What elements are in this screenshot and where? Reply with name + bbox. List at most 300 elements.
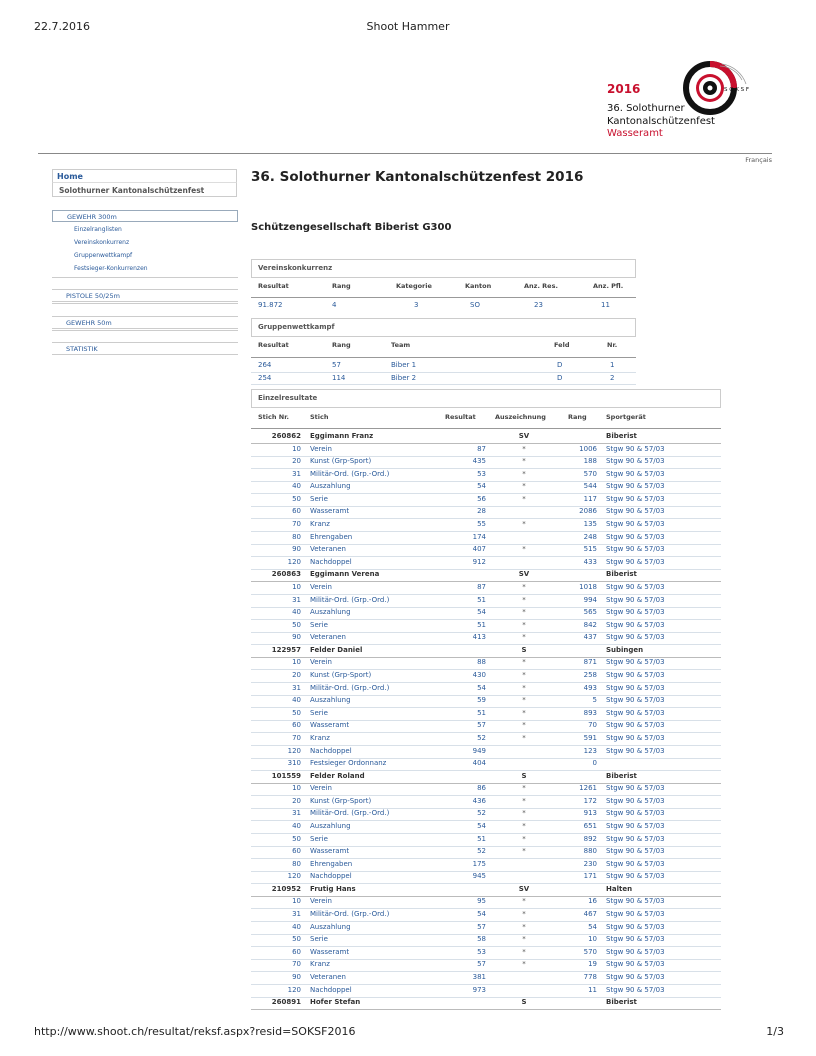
stich-resultat: 88 [477, 658, 486, 667]
logo-line3: Wasseramt [607, 128, 663, 139]
stich-resultat: 945 [472, 872, 486, 881]
stich-sportgeraet: Stgw 90 & 57/03 [606, 910, 665, 919]
stich-sportgeraet: Stgw 90 & 57/03 [606, 947, 665, 956]
stich-sportgeraet: Stgw 90 & 57/03 [606, 935, 665, 944]
shooter-row-rule [251, 1009, 721, 1010]
stich-name: Veteranen [310, 972, 346, 981]
stich-auszeichnung: * [522, 457, 526, 466]
shooter-ort: Biberist [606, 771, 637, 780]
stich-nr: 50 [292, 494, 301, 503]
stich-name: Wasseramt [310, 947, 350, 956]
stich-name: Serie [310, 834, 328, 843]
stich-resultat: 53 [477, 469, 486, 478]
stich-name: Nachdoppel [310, 872, 352, 881]
stich-name: Verein [310, 582, 332, 591]
er-header-rang: Rang [568, 413, 587, 421]
club-title: Schützengesellschaft Biberist G300 [251, 222, 452, 233]
stich-resultat: 54 [477, 482, 486, 491]
shooter-ort: Halten [606, 884, 633, 893]
stich-name: Serie [310, 935, 328, 944]
stich-rang: 893 [583, 708, 597, 717]
stich-nr: 31 [292, 595, 301, 604]
stich-sportgeraet: Stgw 90 & 57/03 [606, 960, 665, 969]
stich-auszeichnung: * [522, 910, 526, 919]
stich-nr: 10 [292, 658, 301, 667]
stich-rang: 0 [592, 759, 597, 768]
einzelresultate-title: Einzelresultate [251, 389, 721, 408]
stich-name: Veteranen [310, 633, 346, 642]
vk-header-anz-res: Anz. Res. [524, 282, 558, 290]
print-title: Shoot Hammer [366, 20, 450, 33]
stich-nr: 20 [292, 671, 301, 680]
stich-nr: 20 [292, 796, 301, 805]
stich-nr: 10 [292, 444, 301, 453]
stich-resultat: 407 [472, 545, 486, 554]
nav-divider [52, 330, 238, 331]
er-header-resultat: Resultat [445, 413, 476, 421]
gw-header-rang: Rang [332, 341, 351, 349]
nav-fest[interactable]: Solothurner Kantonalschützenfest [52, 182, 237, 197]
stich-rang: 892 [583, 834, 597, 843]
stich-sportgeraet: Stgw 90 & 57/03 [606, 721, 665, 730]
stich-auszeichnung: * [522, 847, 526, 856]
print-date: 22.7.2016 [34, 20, 90, 33]
stich-rang: 10 [588, 935, 597, 944]
stich-resultat: 912 [472, 557, 486, 566]
stich-resultat: 404 [472, 759, 486, 768]
stich-sportgeraet: Stgw 90 & 57/03 [606, 809, 665, 818]
stich-sportgeraet: Stgw 90 & 57/03 [606, 985, 665, 994]
shooter-name: Frutig Hans [310, 884, 356, 893]
stich-name: Auszahlung [310, 821, 351, 830]
print-page-number: 1/3 [766, 1025, 784, 1038]
stich-resultat: 413 [472, 633, 486, 642]
stich-nr: 50 [292, 935, 301, 944]
stich-auszeichnung: * [522, 708, 526, 717]
gw-rang: 114 [332, 373, 346, 382]
stich-resultat: 57 [477, 721, 486, 730]
stich-auszeichnung: * [522, 494, 526, 503]
stich-name: Serie [310, 494, 328, 503]
stich-resultat: 174 [472, 532, 486, 541]
stich-sportgeraet: Stgw 90 & 57/03 [606, 520, 665, 529]
shooter-ort: Subingen [606, 645, 644, 654]
stich-name: Auszahlung [310, 696, 351, 705]
stich-rang: 570 [583, 469, 597, 478]
stich-resultat: 86 [477, 784, 486, 793]
gw-team: Biber 1 [391, 361, 417, 369]
stich-nr: 40 [292, 821, 301, 830]
stich-nr: 31 [292, 683, 301, 692]
stich-sportgeraet: Stgw 90 & 57/03 [606, 658, 665, 667]
stich-resultat: 53 [477, 947, 486, 956]
vk-resultat: 91.872 [258, 301, 283, 309]
er-header-auszeichnung: Auszeichnung [495, 413, 546, 421]
stich-nr: 50 [292, 620, 301, 629]
stich-rang: 842 [583, 620, 597, 629]
nav-gewehr-50m[interactable]: GEWEHR 50m [52, 316, 238, 329]
stich-resultat: 973 [472, 985, 486, 994]
print-url: http://www.shoot.ch/resultat/reksf.aspx?resid=SOKSF2016 [34, 1025, 356, 1038]
stich-nr: 120 [287, 872, 301, 881]
page-title: 36. Solothurner Kantonalschützenfest 2016 [251, 169, 584, 185]
stich-rang: 515 [583, 545, 597, 554]
stich-nr: 80 [292, 859, 301, 868]
gruppenwettkampf-title: Gruppenwettkampf [251, 318, 636, 337]
stich-name: Veteranen [310, 545, 346, 554]
stich-resultat: 52 [477, 809, 486, 818]
stich-sportgeraet: Stgw 90 & 57/03 [606, 494, 665, 503]
gw-resultat: 254 [258, 373, 272, 382]
stich-auszeichnung: * [522, 545, 526, 554]
stich-rang: 433 [583, 557, 597, 566]
vk-header-resultat: Resultat [258, 282, 289, 290]
stich-rang: 54 [588, 922, 597, 931]
stich-nr: 31 [292, 809, 301, 818]
stich-auszeichnung: * [522, 608, 526, 617]
stich-name: Kunst (Grp-Sport) [310, 457, 372, 466]
stich-name: Kranz [310, 960, 330, 969]
stich-sportgeraet: Stgw 90 & 57/03 [606, 557, 665, 566]
stich-resultat: 87 [477, 582, 486, 591]
er-header-stich-nr: Stich Nr. [258, 413, 289, 421]
stich-sportgeraet: Stgw 90 & 57/03 [606, 507, 665, 516]
stich-nr: 40 [292, 922, 301, 931]
stich-nr: 40 [292, 608, 301, 617]
vk-header-kategorie: Kategorie [396, 282, 432, 290]
stich-resultat: 59 [477, 696, 486, 705]
stich-rang: 1018 [579, 582, 597, 591]
stich-name: Verein [310, 784, 332, 793]
logo-ring-text: S O K S F [724, 87, 750, 93]
stich-name: Militär-Ord. (Grp.-Ord.) [310, 595, 390, 604]
gw-header-feld: Feld [554, 341, 570, 349]
nav-vereinskonkurrenz[interactable]: Vereinskonkurrenz [74, 239, 130, 246]
stich-auszeichnung: * [522, 784, 526, 793]
stich-rang: 565 [583, 608, 597, 617]
gw-header-resultat: Resultat [258, 341, 289, 349]
stich-rang: 16 [588, 897, 597, 906]
vk-header-rule [251, 297, 636, 298]
shooter-klasse: S [521, 998, 527, 1007]
stich-auszeichnung: * [522, 935, 526, 944]
stich-resultat: 55 [477, 520, 486, 529]
stich-sportgeraet: Stgw 90 & 57/03 [606, 922, 665, 931]
stich-nr: 10 [292, 897, 301, 906]
nav-divider [52, 277, 238, 278]
stich-resultat: 87 [477, 444, 486, 453]
stich-sportgeraet: Stgw 90 & 57/03 [606, 469, 665, 478]
gw-row-rule [251, 384, 636, 385]
stich-rang: 171 [583, 872, 597, 881]
stich-sportgeraet: Stgw 90 & 57/03 [606, 582, 665, 591]
stich-name: Serie [310, 620, 328, 629]
stich-sportgeraet: Stgw 90 & 57/03 [606, 532, 665, 541]
stich-resultat: 436 [472, 796, 486, 805]
stich-rang: 913 [583, 809, 597, 818]
stich-resultat: 28 [477, 507, 486, 516]
shooter-ort: Biberist [606, 432, 637, 440]
stich-resultat: 949 [472, 746, 486, 755]
stich-resultat: 51 [477, 708, 486, 717]
nav-pistole[interactable]: PISTOLE 50/25m [52, 289, 238, 302]
stich-resultat: 51 [477, 834, 486, 843]
stich-nr: 120 [287, 557, 301, 566]
stich-auszeichnung: * [522, 696, 526, 705]
shooter-ort: Biberist [606, 998, 637, 1007]
stich-auszeichnung: * [522, 834, 526, 843]
stich-auszeichnung: * [522, 809, 526, 818]
shooter-nr: 260891 [271, 998, 301, 1007]
stich-auszeichnung: * [522, 520, 526, 529]
stich-nr: 120 [287, 746, 301, 755]
stich-auszeichnung: * [522, 620, 526, 629]
stich-auszeichnung: * [522, 444, 526, 453]
stich-name: Militär-Ord. (Grp.-Ord.) [310, 683, 390, 692]
stich-nr: 90 [292, 633, 301, 642]
vk-anz-pfl: 11 [601, 301, 610, 309]
stich-resultat: 51 [477, 620, 486, 629]
nav-festsieger-konkurrenzen[interactable]: Festsieger-Konkurrenzen [74, 265, 148, 272]
stich-rang: 493 [583, 683, 597, 692]
stich-name: Militär-Ord. (Grp.-Ord.) [310, 809, 390, 818]
stich-rang: 5 [592, 696, 597, 705]
shooter-klasse: SV [518, 884, 530, 893]
stich-sportgeraet: Stgw 90 & 57/03 [606, 847, 665, 856]
stich-name: Serie [310, 708, 328, 717]
stich-rang: 544 [583, 482, 597, 491]
stich-rang: 2086 [579, 507, 597, 516]
stich-name: Ehrengaben [310, 859, 353, 868]
shooter-ort: Biberist [606, 570, 637, 579]
nav-gewehr-300m[interactable]: GEWEHR 300m [52, 210, 238, 222]
stich-sportgeraet: Stgw 90 & 57/03 [606, 796, 665, 805]
gw-feld: D [557, 361, 563, 369]
stich-auszeichnung: * [522, 721, 526, 730]
stich-auszeichnung: * [522, 582, 526, 591]
er-header-stich: Stich [310, 413, 329, 421]
language-link[interactable]: Français [745, 156, 772, 164]
stich-rang: 123 [583, 746, 597, 755]
gw-nr: 1 [610, 361, 615, 369]
stich-auszeichnung: * [522, 595, 526, 604]
vk-header-kanton: Kanton [465, 282, 492, 290]
stich-nr: 80 [292, 532, 301, 541]
stich-name: Auszahlung [310, 608, 351, 617]
shooter-name: Eggimann Franz [310, 432, 374, 440]
er-header-sportgeraet: Sportgerät [606, 413, 646, 421]
gw-header-team: Team [391, 341, 411, 349]
stich-nr: 31 [292, 469, 301, 478]
stich-resultat: 58 [477, 935, 486, 944]
stich-nr: 90 [292, 972, 301, 981]
stich-nr: 120 [287, 985, 301, 994]
stich-name: Auszahlung [310, 482, 351, 491]
stich-sportgeraet: Stgw 90 & 57/03 [606, 746, 665, 755]
stich-nr: 310 [287, 759, 301, 768]
stich-name: Wasseramt [310, 847, 350, 856]
stich-sportgeraet: Stgw 90 & 57/03 [606, 608, 665, 617]
stich-name: Wasseramt [310, 721, 350, 730]
stich-nr: 31 [292, 910, 301, 919]
stich-name: Kranz [310, 520, 330, 529]
stich-nr: 60 [292, 847, 301, 856]
gw-row-rule [251, 372, 636, 373]
stich-auszeichnung: * [522, 671, 526, 680]
gw-resultat: 264 [258, 361, 272, 369]
shooter-klasse: SV [518, 570, 530, 579]
shooter-nr: 260862 [271, 432, 301, 440]
stich-auszeichnung: * [522, 796, 526, 805]
stich-resultat: 381 [472, 972, 486, 981]
stich-auszeichnung: * [522, 897, 526, 906]
stich-resultat: 54 [477, 821, 486, 830]
stich-sportgeraet: Stgw 90 & 57/03 [606, 972, 665, 981]
stich-sportgeraet: Stgw 90 & 57/03 [606, 683, 665, 692]
nav-gruppenwettkampf[interactable]: Gruppenwettkampf [74, 252, 133, 259]
vk-header-rang: Rang [332, 282, 351, 290]
stich-rang: 1006 [579, 444, 597, 453]
stich-sportgeraet: Stgw 90 & 57/03 [606, 595, 665, 604]
shooter-name: Felder Roland [310, 771, 365, 780]
stich-nr: 60 [292, 507, 301, 516]
stich-name: Nachdoppel [310, 746, 352, 755]
stich-nr: 70 [292, 520, 301, 529]
stich-rang: 230 [583, 859, 597, 868]
stich-rang: 188 [583, 457, 597, 466]
stich-rang: 880 [583, 847, 597, 856]
shooter-name: Hofer Stefan [310, 998, 361, 1007]
er-header-rule [251, 428, 721, 429]
stich-resultat: 57 [477, 922, 486, 931]
stich-name: Kunst (Grp-Sport) [310, 671, 372, 680]
stich-sportgeraet: Stgw 90 & 57/03 [606, 696, 665, 705]
nav-statistik[interactable]: STATISTIK [52, 342, 238, 355]
stich-sportgeraet: Stgw 90 & 57/03 [606, 859, 665, 868]
stich-auszeichnung: * [522, 683, 526, 692]
shooter-name: Felder Daniel [310, 645, 363, 654]
stich-name: Nachdoppel [310, 557, 352, 566]
stich-nr: 70 [292, 960, 301, 969]
stich-rang: 70 [588, 721, 597, 730]
stich-sportgeraet: Stgw 90 & 57/03 [606, 633, 665, 642]
stich-auszeichnung: * [522, 947, 526, 956]
stich-name: Militär-Ord. (Grp.-Ord.) [310, 910, 390, 919]
vk-kanton: SO [470, 301, 480, 309]
stich-sportgeraet: Stgw 90 & 57/03 [606, 545, 665, 554]
logo-line2: Kantonalschützenfest [607, 116, 715, 127]
stich-name: Auszahlung [310, 922, 351, 931]
shooter-klasse: S [521, 771, 527, 780]
stich-name: Verein [310, 444, 332, 453]
stich-rang: 19 [588, 960, 597, 969]
shooter-nr: 260863 [271, 570, 301, 579]
shooter-nr: 122957 [271, 645, 301, 654]
stich-resultat: 52 [477, 847, 486, 856]
stich-auszeichnung: * [522, 482, 526, 491]
gw-header-rule [251, 357, 636, 358]
stich-nr: 10 [292, 784, 301, 793]
stich-rang: 570 [583, 947, 597, 956]
stich-name: Verein [310, 897, 332, 906]
vk-kategorie: 3 [414, 301, 419, 309]
vk-header-anz-pfl: Anz. Pfl. [593, 282, 624, 290]
stich-sportgeraet: Stgw 90 & 57/03 [606, 834, 665, 843]
stich-nr: 70 [292, 733, 301, 742]
stich-name: Nachdoppel [310, 985, 352, 994]
gw-nr: 2 [610, 373, 615, 382]
stich-sportgeraet: Stgw 90 & 57/03 [606, 620, 665, 629]
stich-resultat: 435 [472, 457, 486, 466]
nav-einzelranglisten[interactable]: Einzelranglisten [74, 226, 122, 233]
stich-name: Wasseramt [310, 507, 350, 516]
vk-anz-res: 23 [534, 301, 543, 309]
gw-team: Biber 2 [391, 373, 417, 382]
stich-auszeichnung: * [522, 960, 526, 969]
logo-year: 2016 [607, 82, 641, 96]
logo-line1: 36. Solothurner [607, 103, 685, 114]
target-logo-icon [680, 60, 750, 130]
stich-nr: 60 [292, 721, 301, 730]
stich-resultat: 52 [477, 733, 486, 742]
vk-rang: 4 [332, 301, 337, 309]
stich-rang: 11 [588, 985, 597, 994]
nav-home[interactable]: Home [52, 169, 237, 182]
stich-nr: 40 [292, 482, 301, 491]
stich-nr: 60 [292, 947, 301, 956]
stich-sportgeraet: Stgw 90 & 57/03 [606, 821, 665, 830]
shooter-nr: 210952 [271, 884, 301, 893]
stich-nr: 40 [292, 696, 301, 705]
stich-resultat: 56 [477, 494, 486, 503]
stich-name: Festsieger Ordonnanz [310, 759, 387, 768]
shooter-klasse: S [521, 645, 527, 654]
stich-sportgeraet: Stgw 90 & 57/03 [606, 708, 665, 717]
stich-sportgeraet: Stgw 90 & 57/03 [606, 784, 665, 793]
stich-nr: 50 [292, 834, 301, 843]
stich-rang: 651 [583, 821, 597, 830]
stich-resultat: 430 [472, 671, 486, 680]
stich-rang: 135 [583, 520, 597, 529]
stich-resultat: 54 [477, 608, 486, 617]
shooter-klasse: SV [518, 432, 530, 440]
stich-rang: 467 [583, 910, 597, 919]
stich-rang: 871 [583, 658, 597, 667]
stich-auszeichnung: * [522, 733, 526, 742]
shooter-nr: 101559 [271, 771, 301, 780]
stich-sportgeraet: Stgw 90 & 57/03 [606, 897, 665, 906]
stich-rang: 248 [583, 532, 597, 541]
stich-rang: 778 [583, 972, 597, 981]
stich-sportgeraet: Stgw 90 & 57/03 [606, 457, 665, 466]
stich-nr: 50 [292, 708, 301, 717]
stich-auszeichnung: * [522, 658, 526, 667]
stich-nr: 90 [292, 545, 301, 554]
stich-resultat: 57 [477, 960, 486, 969]
stich-resultat: 175 [472, 859, 486, 868]
stich-rang: 1261 [579, 784, 597, 793]
stich-auszeichnung: * [522, 633, 526, 642]
stich-sportgeraet: Stgw 90 & 57/03 [606, 444, 665, 453]
stich-rang: 437 [583, 633, 597, 642]
stich-nr: 20 [292, 457, 301, 466]
stich-sportgeraet: Stgw 90 & 57/03 [606, 872, 665, 881]
stich-resultat: 54 [477, 910, 486, 919]
stich-resultat: 54 [477, 683, 486, 692]
gw-header-nr: Nr. [607, 341, 618, 349]
stich-rang: 591 [583, 733, 597, 742]
stich-rang: 994 [583, 595, 597, 604]
